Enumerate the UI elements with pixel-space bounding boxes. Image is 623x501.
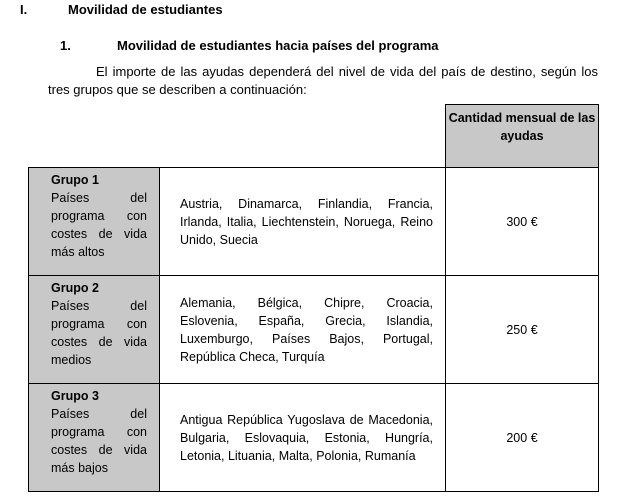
amount-cell: 250 € — [446, 276, 599, 384]
subsection-title: Movilidad de estudiantes hacia países del programa — [117, 38, 439, 53]
table-row — [29, 168, 599, 276]
group-description: Países del programa con costes de vida más altos — [51, 191, 147, 259]
table-row — [29, 276, 599, 384]
group-description: Países del programa con costes de vida más bajos — [51, 407, 147, 475]
table-row — [29, 384, 599, 492]
amount-cell: 300 € — [446, 168, 599, 276]
group-cell — [29, 276, 160, 384]
group-cell — [29, 384, 160, 492]
group-cell — [29, 168, 160, 276]
empty-header-cell — [160, 105, 446, 168]
amount-cell: 200 € — [446, 384, 599, 492]
countries-cell: Austria, Dinamarca, Finlandia, Francia, Irlanda, Italia, Liechtenstein, Noruega, Reino Unido, Suecia — [160, 168, 446, 276]
countries-cell: Alemania, Bélgica, Chipre, Croacia, Eslovenia, España, Grecia, Islandia, Luxemburgo, Países Bajos, Portugal, República Checa, Turquía — [160, 276, 446, 384]
group-description: Países del programa con costes de vida medios — [51, 299, 147, 367]
grants-table — [28, 104, 599, 492]
group-name: Grupo 1 — [51, 173, 99, 187]
countries-cell: Antigua República Yugoslava de Macedonia, Bulgaria, Eslovaquia, Estonia, Hungría, Letonia, Lituania, Malta, Polonia, Rumanía — [160, 384, 446, 492]
empty-header-cell — [29, 105, 160, 168]
amount-column-header: Cantidad mensual de las ayudas — [446, 105, 599, 168]
group-name: Grupo 2 — [51, 281, 99, 295]
intro-paragraph: El importe de las ayudas dependerá del nivel de vida del país de destino, según los tres grupos que se describen a continuación: — [48, 64, 598, 97]
group-name: Grupo 3 — [51, 389, 99, 403]
table-header-row — [29, 105, 599, 168]
section-number: I. — [20, 2, 28, 17]
subsection-number: 1. — [60, 38, 71, 53]
section-title: Movilidad de estudiantes — [68, 2, 223, 17]
